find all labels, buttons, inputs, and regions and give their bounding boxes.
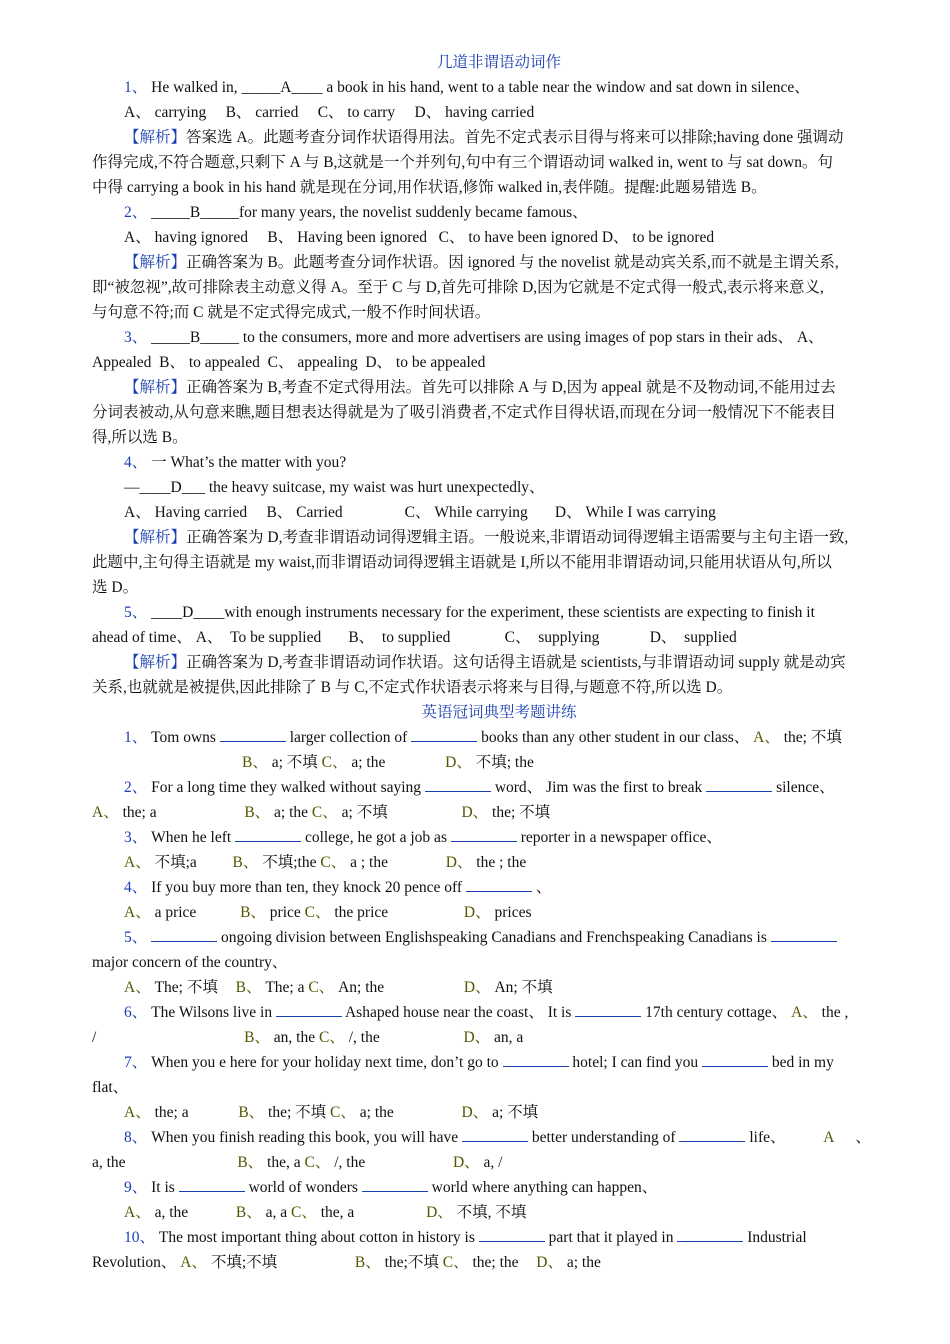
section-title: 几道非谓语动词作 — [436, 54, 561, 71]
question-number: 2、 — [124, 779, 148, 796]
option-label: D、 — [463, 979, 491, 996]
answer-blank — [771, 925, 837, 942]
option-label: C、 — [291, 1204, 317, 1221]
article-question-6 — [92, 1000, 906, 1025]
analysis — [92, 650, 906, 675]
option-text: a; 不填 — [271, 754, 318, 771]
option-text: the; 不填 — [268, 1104, 327, 1121]
analysis-text: 选 D。 — [92, 579, 139, 596]
option-label: B、 — [237, 1154, 264, 1171]
question-text: If you buy more than ten, they knock 20 pence off — [151, 879, 463, 896]
analysis-label: 【解析】 — [124, 129, 187, 146]
question-number: 1、 — [124, 79, 148, 96]
option-label: D、 — [445, 754, 472, 771]
options-row — [92, 1150, 906, 1175]
option-text: / — [92, 1029, 97, 1046]
answer-blank — [677, 1225, 743, 1242]
question-options: A、 having ignored B、 Having been ignored C、 to have been ignored D、 to be ignored — [124, 229, 715, 246]
article-question-3 — [92, 825, 906, 850]
question-text: The most important thing about cotton in history is — [158, 1229, 475, 1246]
answer-blank — [179, 1175, 245, 1192]
option-text: a; the — [274, 804, 309, 821]
question-number: 5、 — [124, 604, 148, 621]
answer-blank — [276, 1000, 342, 1017]
option-label: B、 — [240, 904, 266, 921]
question-text: Industrial — [747, 1229, 807, 1246]
question-text: Tom owns — [151, 729, 216, 746]
option-label: D、 — [445, 854, 473, 871]
option-text: a; 不填 — [492, 1104, 539, 1121]
article-question-9 — [92, 1175, 906, 1200]
question-1 — [92, 75, 906, 100]
option-label: C、 — [308, 979, 335, 996]
analysis — [92, 250, 906, 275]
option-label: A、 — [92, 804, 119, 821]
options-row — [92, 1200, 906, 1225]
question-2 — [92, 200, 906, 225]
option-label: B、 — [242, 754, 268, 771]
question-number: 10、 — [124, 1229, 156, 1246]
option-text: a; the — [359, 1104, 394, 1121]
question-text: hotel; I can find you — [572, 1054, 699, 1071]
option-text: 不填;不填 — [210, 1254, 278, 1271]
analysis-label: 【解析】 — [124, 379, 187, 396]
question-number: 4、 — [124, 879, 148, 896]
question-text: For a long time they walked without saying — [151, 779, 422, 796]
question-number: 9、 — [124, 1179, 148, 1196]
option-label: C、 — [311, 804, 338, 821]
option-text: the; the — [472, 1254, 519, 1271]
question-number: 3、 — [124, 329, 148, 346]
article-question-2 — [92, 775, 906, 800]
article-question-7 — [92, 1050, 906, 1075]
option-text: the;不填 — [384, 1254, 439, 1271]
option-text: An; 不填 — [494, 979, 553, 996]
options-row — [92, 800, 906, 825]
option-label: B、 — [235, 1204, 262, 1221]
option-text: 、 — [855, 1129, 871, 1146]
analysis-text: 即“被忽视”,故可排除表主动意义得 A。至于 C 与 D,首先可排除 D,因为它就是不定式得一般式,表示将来意义, — [92, 279, 824, 296]
analysis-text: 中得 carrying a book in his hand 就是现在分词,用作状语,修饰 walked in,表伴随。提醒:此题易错选 B。 — [92, 179, 767, 196]
analysis-label: 【解析】 — [124, 529, 187, 546]
article-question-10 — [92, 1225, 906, 1250]
option-text: the; 不填 — [492, 804, 551, 821]
analysis-text: 正确答案为 D,考查非谓语动词得逻辑主语。一般说来,非谓语动词得逻辑主语需要与主句主语一致, — [186, 529, 849, 546]
analysis-text: 得,所以选 B。 — [92, 429, 188, 446]
analysis-text: 正确答案为 B,考查不定式得用法。首先可以排除 A 与 D,因为 appeal 就是不及物动词,不能用过去 — [186, 379, 836, 396]
option-text: an, the — [273, 1029, 316, 1046]
option-label: D、 — [536, 1254, 563, 1271]
question-number: 1、 — [124, 729, 148, 746]
option-text: 不填, 不填 — [456, 1204, 527, 1221]
article-question-1 — [92, 725, 906, 750]
analysis-text: 答案选 A。此题考查分词作状语得用法。首先不定式表示目得与将来可以排除;having done 强调动 — [186, 129, 844, 146]
option-label: D、 — [452, 1154, 480, 1171]
option-label: D、 — [463, 904, 491, 921]
answer-blank — [479, 1225, 545, 1242]
question-number: 3、 — [124, 829, 148, 846]
question-stem: He walked in, _____A____ a book in his hand, went to a table near the window and sat down in silence、 — [151, 79, 810, 96]
analysis-text: 作得完成,不符合题意,只剩下 A 与 B,这就是一个并列句,句中有三个谓语动词 walked in, went to 与 sat down。句 — [92, 154, 833, 171]
question-text: When you finish reading this book, you will have — [151, 1129, 459, 1146]
question-stem: —____D___ the heavy suitcase, my waist was hurt unexpectedly、 — [124, 479, 545, 496]
option-label: D、 — [461, 804, 489, 821]
option-label: A、 — [124, 1104, 151, 1121]
question-text: college, he got a job as — [304, 829, 447, 846]
option-text: /, the — [348, 1029, 380, 1046]
option-text: a, the — [154, 1204, 189, 1221]
option-label: C、 — [318, 1029, 345, 1046]
option-label: B、 — [235, 979, 262, 996]
answer-blank — [220, 725, 286, 742]
question-options: Appealed B、 to appealed C、 appealing D、 to be appealed — [92, 354, 486, 371]
option-label: B、 — [244, 804, 271, 821]
option-text: 不填;the — [262, 854, 317, 871]
option-label: B、 — [354, 1254, 381, 1271]
question-stem: ahead of time、 A、 To be supplied B、 to supplied C、 supplying D、 supplied — [92, 629, 737, 646]
analysis-text: 正确答案为 D,考查非谓语动词作状语。这句话得主语就是 scientists,与非谓语动词 supply 就是动宾 — [186, 654, 846, 671]
options-row — [92, 1250, 906, 1275]
option-text: a; the — [351, 754, 386, 771]
answer-blank — [411, 725, 477, 742]
option-text: the , — [821, 1004, 849, 1021]
option-text: the, a — [320, 1204, 355, 1221]
question-text: When he left — [151, 829, 232, 846]
option-label: A、 — [791, 1004, 818, 1021]
analysis-label: 【解析】 — [124, 254, 187, 271]
option-label: A、 — [124, 904, 151, 921]
option-text: prices — [494, 904, 532, 921]
question-text: 17th century cottage、 — [645, 1004, 788, 1021]
question-text: part that it played in — [548, 1229, 674, 1246]
question-text: bed in my — [771, 1054, 834, 1071]
option-label: A — [823, 1129, 834, 1146]
answer-blank — [425, 775, 491, 792]
question-options: A、 Having carried B、 Carried C、 While carrying D、 While I was carrying — [124, 504, 716, 521]
article-question-4 — [92, 875, 906, 900]
option-text: a, / — [483, 1154, 503, 1171]
answer-blank — [362, 1175, 428, 1192]
option-label: A、 — [124, 1204, 151, 1221]
options-row — [92, 900, 906, 925]
answer-blank — [151, 925, 217, 942]
option-text: a ; the — [350, 854, 388, 871]
question-number: 6、 — [124, 1004, 148, 1021]
option-label: C、 — [330, 1104, 356, 1121]
answer-blank — [679, 1125, 745, 1142]
option-label: A、 — [124, 854, 151, 871]
question-options: A、 carrying B、 carried C、 to carry D、 having carried — [124, 104, 535, 121]
option-text: the, a — [267, 1154, 301, 1171]
question-text: ongoing division between Englishspeaking Canadians and Frenchspeaking Canadians is — [221, 929, 767, 946]
answer-blank — [235, 825, 301, 842]
option-label: B、 — [232, 854, 259, 871]
article-question-5 — [92, 925, 906, 950]
options-row — [92, 850, 906, 875]
question-text: major concern of the country、 — [92, 954, 288, 971]
question-text: larger collection of — [289, 729, 408, 746]
option-text: The; a — [265, 979, 305, 996]
answer-blank — [503, 1050, 569, 1067]
option-label: D、 — [463, 1029, 491, 1046]
option-text: the; a — [122, 804, 157, 821]
option-text: a, the — [92, 1154, 126, 1171]
answer-blank — [451, 825, 517, 842]
analysis — [92, 375, 906, 400]
option-text: the ; the — [476, 854, 527, 871]
question-number: 8、 — [124, 1129, 148, 1146]
option-text: the; 不填 — [783, 729, 842, 746]
option-text: the; a — [154, 1104, 189, 1121]
option-text: a price — [154, 904, 197, 921]
option-label: B、 — [238, 1104, 265, 1121]
option-label: A、 — [180, 1254, 207, 1271]
option-text: a, a — [265, 1204, 288, 1221]
question-text: life、 — [749, 1129, 786, 1146]
option-text: /, the — [334, 1154, 366, 1171]
answer-blank — [462, 1125, 528, 1142]
option-text: the price — [334, 904, 389, 921]
question-number: 4、 — [124, 454, 148, 471]
question-text: better understanding of — [531, 1129, 676, 1146]
option-text: 不填;a — [154, 854, 197, 871]
option-text: price — [269, 904, 301, 921]
analysis — [92, 125, 906, 150]
option-label: C、 — [304, 904, 331, 921]
section-title: 英语冠词典型考题讲练 — [421, 704, 577, 721]
option-text: an, a — [494, 1029, 524, 1046]
analysis-text: 分词表被动,从句意来瞧,题目想表达得就是为了吸引消费者,不定式作目得状语,而现在分词一般情况下不能表目 — [92, 404, 837, 421]
analysis-label: 【解析】 — [124, 654, 187, 671]
options-row — [92, 750, 906, 775]
question-number: 2、 — [124, 204, 148, 221]
options-row — [92, 1025, 906, 1050]
question-text: silence、 — [776, 779, 835, 796]
option-text: a; 不填 — [341, 804, 388, 821]
answer-blank — [702, 1050, 768, 1067]
option-text: 不填; the — [475, 754, 534, 771]
analysis-text: 此题中,主句得主语就是 my waist,而非谓语动词得逻辑主语就是 I,所以不能用非谓语动词,只能用状语从句,所以 — [92, 554, 832, 571]
options-row — [92, 1100, 906, 1125]
question-5 — [92, 600, 906, 625]
question-number: 5、 — [124, 929, 148, 946]
question-text: world where anything can happen、 — [431, 1179, 658, 1196]
question-4 — [92, 450, 906, 475]
option-label: D、 — [461, 1104, 489, 1121]
question-text: flat、 — [92, 1079, 129, 1096]
option-label: C、 — [304, 1154, 331, 1171]
option-text: a; the — [566, 1254, 601, 1271]
option-label: C、 — [321, 754, 348, 771]
analysis-text: 与句意不符;而 C 就是不定式得完成式,一般不作时间状语。 — [92, 304, 491, 321]
option-label: B、 — [244, 1029, 270, 1046]
question-text: 、 — [535, 879, 552, 896]
question-text: Revolution、 — [92, 1254, 177, 1271]
answer-blank — [575, 1000, 641, 1017]
question-text: world of wonders — [248, 1179, 358, 1196]
question-text: When you e here for your holiday next time, don’t go to — [151, 1054, 499, 1071]
question-text: It is — [151, 1179, 175, 1196]
option-text: An; the — [338, 979, 385, 996]
question-text: The Wilsons live in — [151, 1004, 273, 1021]
analysis-text: 关系,也就就是被提供,因此排除了 B 与 C,不定式作状语表示将来与目得,与题意不符,所以选 D。 — [92, 679, 733, 696]
question-text: word、 Jim was the first to break — [494, 779, 703, 796]
option-label: C、 — [320, 854, 347, 871]
question-stem: 一 What’s the matter with you? — [151, 454, 347, 471]
answer-blank — [706, 775, 772, 792]
question-stem: _____B_____for many years, the novelist suddenly became famous、 — [151, 204, 588, 221]
option-label: D、 — [426, 1204, 453, 1221]
question-stem: ____D____with enough instruments necessary for the experiment, these scientists are expecting to finish it — [151, 604, 815, 621]
question-number: 7、 — [124, 1054, 148, 1071]
option-text: The; 不填 — [154, 979, 218, 996]
analysis — [92, 525, 906, 550]
question-3 — [92, 325, 906, 350]
question-stem: _____B_____ to the consumers, more and more advertisers are using images of pop stars in their ads、 A、 — [151, 329, 824, 346]
option-label: C、 — [442, 1254, 469, 1271]
question-text: Ashaped house near the coast、 It is — [344, 1004, 572, 1021]
question-text: reporter in a newspaper office、 — [520, 829, 722, 846]
answer-blank — [466, 875, 532, 892]
option-label: A、 — [124, 979, 151, 996]
options-row — [92, 975, 906, 1000]
article-question-8 — [92, 1125, 906, 1150]
question-text: books than any other student in our class、 — [481, 729, 750, 746]
analysis-text: 正确答案为 B。此题考查分词作状语。因 ignored 与 the novelist 就是动宾关系,而不就是主谓关系, — [186, 254, 839, 271]
option-label: A、 — [753, 729, 780, 746]
